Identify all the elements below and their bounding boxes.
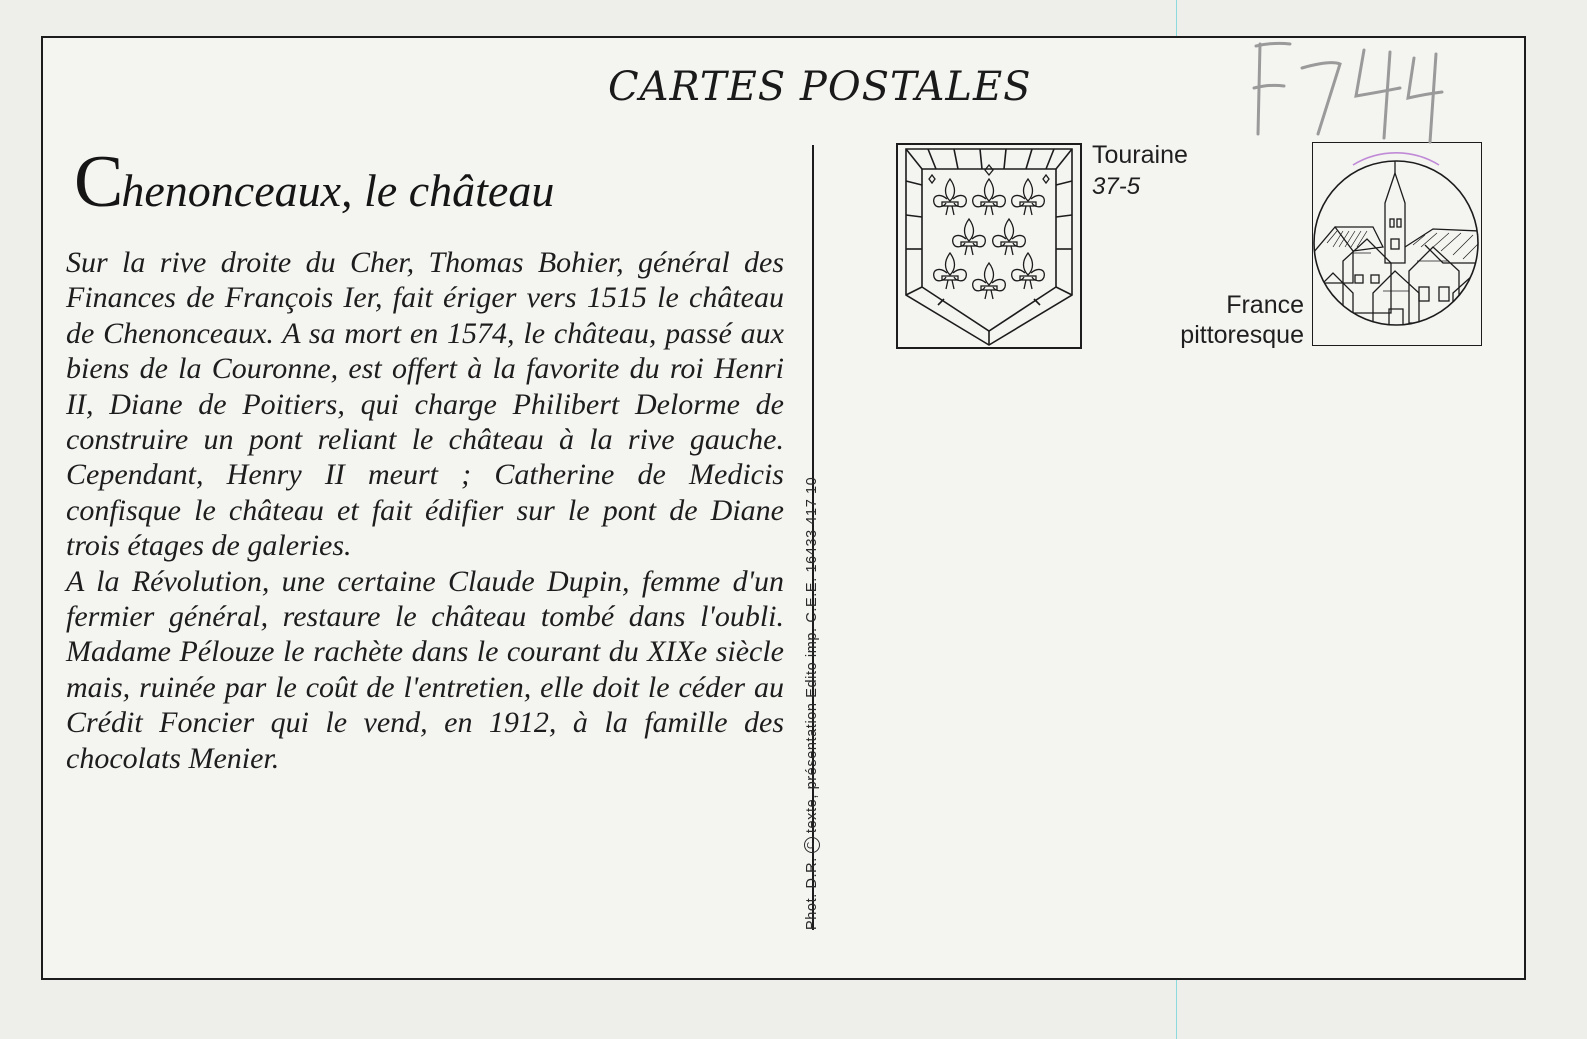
series-label [1140, 290, 1304, 350]
coat-of-arms-box [896, 143, 1082, 349]
description-paragraph-1: Sur la rive droite du Cher, Thomas Bohier, général des Finances de François Ier, fait ériger vers 1515 le château de Chenonceaux. A sa mort en 1574, le château, passé aux biens de la Couronne, est offert à la favorite du roi Henri II, Diane de Poitiers, qui charge Philibert Delorme de construire un pont reliant le château à la rive gauche. Cependant, Henry II meurt ; Catherine de Medicis confisque le château et fait édifier sur le pont de Diane trois étages de galeries. [66, 246, 784, 563]
series-line-1: France [1226, 291, 1304, 319]
title-drop-cap: C [74, 141, 124, 223]
credit-suffix: texte, présentation Edito imp. C.E.E. 16433 417 10 [804, 476, 820, 834]
title-rest: henonceaux, le château [121, 165, 555, 216]
handwritten-reference-icon [1240, 38, 1450, 148]
region-code: 37-5 [1092, 173, 1141, 200]
handwritten-annotation [1240, 38, 1450, 152]
page-title: CARTES POSTALES [608, 64, 1032, 110]
description-text [66, 245, 784, 776]
photo-credit [797, 360, 827, 930]
description-paragraph-2: A la Révolution, une certaine Claude Dupin, femme d'un fermier général, restaure le château tombé dans l'oubli. Madame Pélouze le rachète dans le courant du XIXe siècle mais, ruinée par le coût de l'entretien, elle doit le céder au Crédit Foncier qui le vend, en 1912, à la famille des chocolats Menier. [66, 564, 784, 775]
fleur-de-lis-shield-icon [898, 145, 1080, 347]
series-line-2: pittoresque [1180, 321, 1304, 349]
credit-prefix: Phot. D.R. [804, 857, 820, 930]
copyright-icon: C [804, 837, 820, 853]
village-stamp-box [1312, 142, 1482, 346]
card-title [74, 140, 554, 225]
village-church-roundel-icon [1313, 143, 1480, 344]
region-name: Touraine [1092, 141, 1188, 169]
